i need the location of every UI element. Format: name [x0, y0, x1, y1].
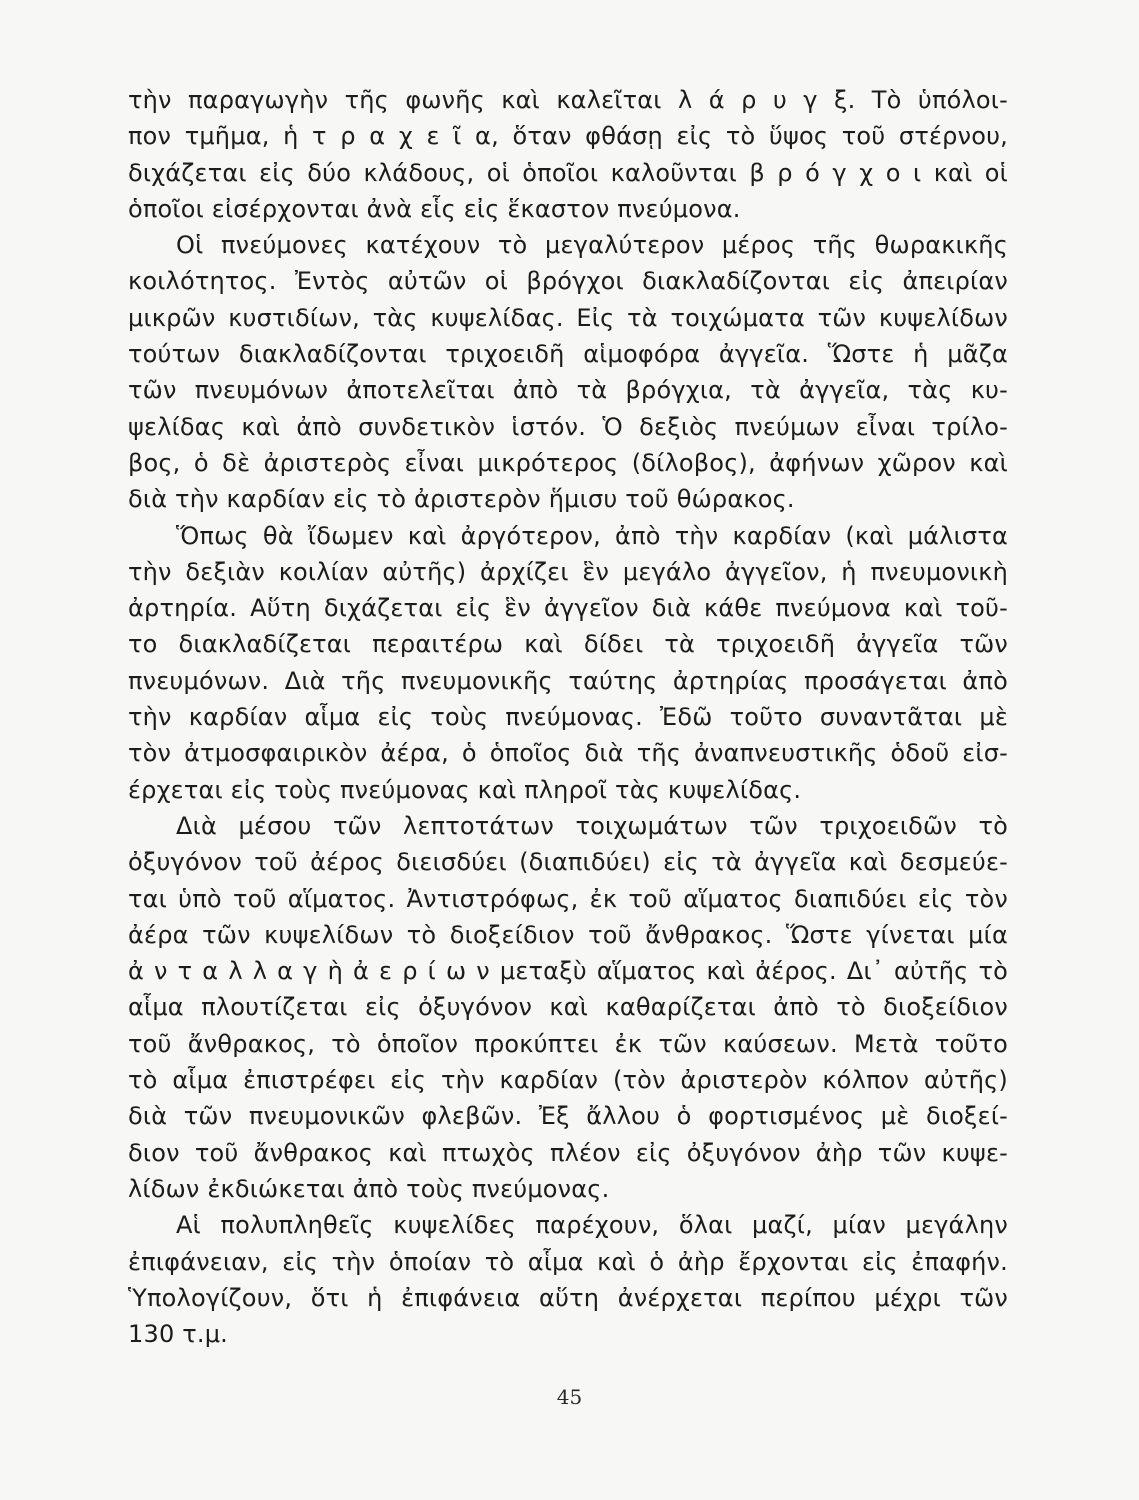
- text-line: το διακλαδίζεται περαιτέρω καὶ δίδει τὰ τριχοειδῆ ἀγγεῖα τῶν: [128, 630, 1008, 659]
- text-line: Οἱ πνεύμονες κατέχουν τὸ μεγαλύτερον μέρος τῆς θωρακικῆς: [176, 231, 1008, 260]
- text-line: λίδων ἐκδιώκεται ἀπὸ τοὺς πνεύμονας.: [128, 1174, 610, 1203]
- text-line: ται ὑπὸ τοῦ αἵματος. Ἀντιστρόφως, ἐκ τοῦ αἵματος διαπιδύει εἰς τὸν: [128, 884, 1008, 913]
- paragraph-1: [128, 82, 1008, 227]
- text-line: διον τοῦ ἄνθρακος καὶ πτωχὸς πλέον εἰς ὀξυγόνον ἀὴρ τῶν κυψε-: [128, 1138, 1008, 1167]
- text-line: διὰ τῶν πνευμονικῶν φλεβῶν. Ἐξ ἄλλου ὁ φορτισμένος μὲ διοξεί-: [128, 1102, 1008, 1131]
- text-line: ἐπιφάνειαν, εἰς τὴν ὁποίαν τὸ αἷμα καὶ ὁ ἀὴρ ἔρχονται εἰς ἐπαφήν.: [128, 1247, 1008, 1276]
- text-line: τοῦ ἄνθρακος, τὸ ὁποῖον προκύπτει ἐκ τῶν καύσεων. Μετὰ τοῦτο: [128, 1029, 1008, 1058]
- text-line: τὴν δεξιὰν κοιλίαν αὐτῆς) ἀρχίζει ἓν μεγάλο ἀγγεῖον, ἡ πνευμονικὴ: [128, 557, 1008, 586]
- text-line: πνευμόνων. Διὰ τῆς πνευμονικῆς ταύτης ἀρτηρίας προσάγεται ἀπὸ: [128, 666, 1008, 695]
- text-line: Ὅπως θὰ ἴδωμεν καὶ ἀργότερον, ἀπὸ τὴν καρδίαν (καὶ μάλιστα: [176, 521, 1008, 550]
- paragraph-2: [128, 227, 1008, 517]
- text-line: τὸν ἀτμοσφαιρικὸν ἀέρα, ὁ ὁποῖος διὰ τῆς ἀναπνευστικῆς ὁδοῦ εἰσ-: [128, 739, 1008, 768]
- text-line: τὴν καρδίαν αἷμα εἰς τοὺς πνεύμονας. Ἐδῶ τοῦτο συναντᾶται μὲ: [128, 703, 1008, 732]
- text-line: αἷμα πλουτίζεται εἰς ὀξυγόνον καὶ καθαρίζεται ἀπὸ τὸ διοξείδιον: [128, 993, 1008, 1022]
- text-line: διὰ τὴν καρδίαν εἰς τὸ ἀριστερὸν ἥμισυ τοῦ θώρακος.: [128, 485, 795, 514]
- text-line: βος, ὁ δὲ ἀριστερὸς εἶναι μικρότερος (δίλοβος), ἀφήνων χῶρον καὶ: [128, 448, 1008, 477]
- text-line: 130 τ.μ.: [128, 1320, 229, 1349]
- text-line: Αἱ πολυπληθεῖς κυψελίδες παρέχουν, ὅλαι μαζί, μίαν μεγάλην: [176, 1211, 1008, 1240]
- text-line: ἀέρα τῶν κυψελίδων τὸ διοξείδιον τοῦ ἄνθρακος. Ὥστε γίνεται μία: [128, 920, 1008, 949]
- text-block: [128, 82, 1008, 1352]
- text-line: έρχεται εἰς τοὺς πνεύμονας καὶ πληροῖ τὰς κυψελίδας.: [128, 775, 802, 804]
- text-line: ψελίδας καὶ ἀπὸ συνδετικὸν ἱστόν. Ὁ δεξιὸς πνεύμων εἶναι τρίλο-: [128, 412, 1008, 441]
- page-number: 45: [556, 1385, 583, 1409]
- text-line: Διὰ μέσου τῶν λεπτοτάτων τοιχωμάτων τῶν τριχοειδῶν τὸ: [176, 811, 1008, 840]
- text-line: διχάζεται εἰς δύο κλάδους, οἱ ὁποῖοι καλοῦνται β ρ ό γ χ ο ι καὶ οἱ: [128, 158, 1008, 187]
- text-line: πον τμῆμα, ἡ τ ρ α χ ε ῖ α, ὅταν φθάσῃ εἰς τὸ ὕψος τοῦ στέρνου,: [128, 122, 1008, 151]
- text-line: ἀρτηρία. Αὕτη διχάζεται εἰς ἓν ἀγγεῖον διὰ κάθε πνεύμονα καὶ τοῦ-: [128, 594, 1008, 623]
- text-line: τὴν παραγωγὴν τῆς φωνῆς καὶ καλεῖται λ ά ρ υ γ ξ. Τὸ ὑπόλοι-: [128, 86, 1008, 114]
- text-line: κοιλότητος. Ἐντὸς αὐτῶν οἱ βρόγχοι διακλαδίζονται εἰς ἀπειρίαν: [128, 267, 1008, 296]
- text-line: τούτων διακλαδίζονται τριχοειδῆ αἱμοφόρα ἀγγεῖα. Ὥστε ἡ μᾶζα: [128, 340, 1008, 369]
- text-line: Ὑπολογίζουν, ὅτι ἡ ἐπιφάνεια αὕτη ἀνέρχεται περίπου μέχρι τῶν: [128, 1283, 1008, 1312]
- paragraph-5: [128, 1207, 1008, 1352]
- paragraph-4: [128, 808, 1008, 1207]
- text-line: ὀξυγόνον τοῦ ἀέρος διεισδύει (διαπιδύει) εἰς τὰ ἀγγεῖα καὶ δεσμεύε-: [128, 848, 1008, 877]
- text-line: τὸ αἷμα ἐπιστρέφει εἰς τὴν καρδίαν (τὸν ἀριστερὸν κόλπον αὐτῆς): [128, 1066, 1008, 1095]
- paragraph-3: [128, 518, 1008, 808]
- text-line: μικρῶν κυστιδίων, τὰς κυψελίδας. Εἰς τὰ τοιχώματα τῶν κυψελίδων: [128, 303, 1008, 332]
- text-line: ὁποῖοι εἰσέρχονται ἀνὰ εἷς εἰς ἕκαστον πνεύμονα.: [128, 194, 741, 223]
- text-line: ἀ ν τ α λ λ α γ ὴ ἀ ε ρ ί ω ν μεταξὺ αἵματος καὶ ἀέρος. Δι᾽ αὐτῆς τὸ: [128, 957, 1008, 986]
- text-line: τῶν πνευμόνων ἀποτελεῖται ἀπὸ τὰ βρόγχια, τὰ ἀγγεῖα, τὰς κυ-: [128, 376, 1008, 405]
